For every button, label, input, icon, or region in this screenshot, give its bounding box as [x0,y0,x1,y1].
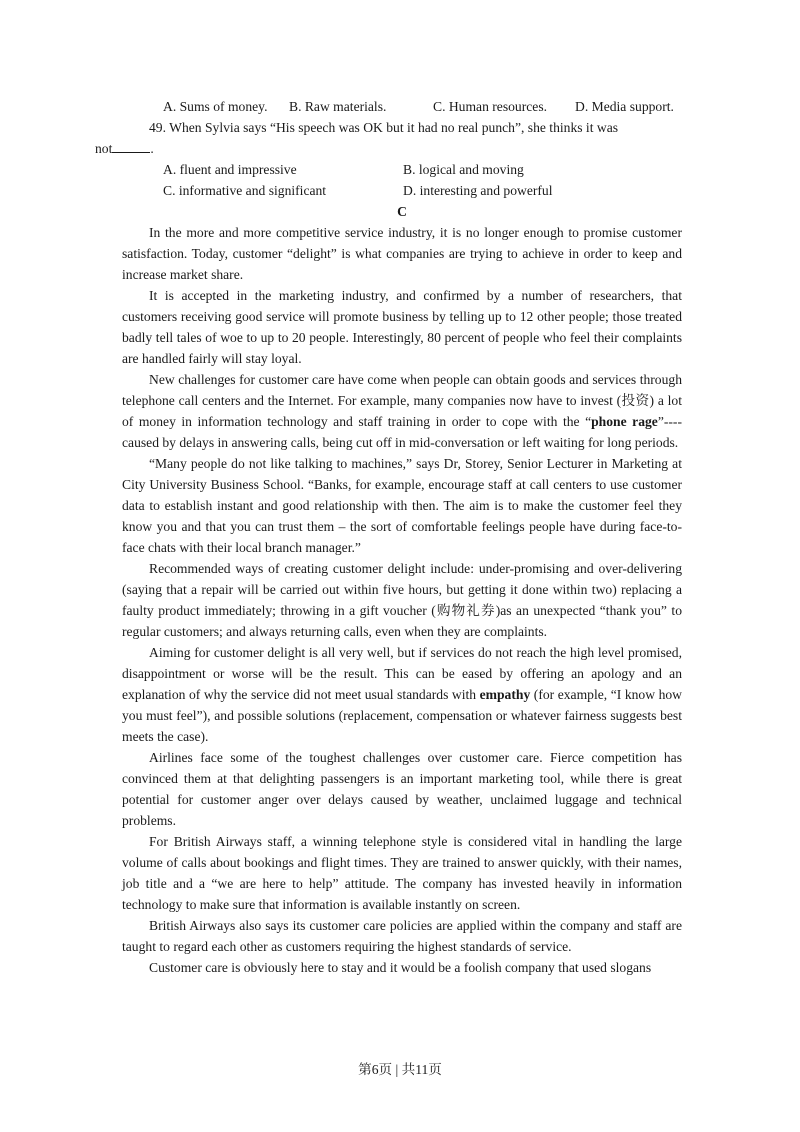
question-49-options-row2 [122,180,682,201]
q49-option-b: B. logical and moving [403,162,524,177]
paragraph-6 [122,642,682,747]
section-heading: C [397,204,407,219]
document-body [95,96,682,978]
q49-stem-end: . [150,141,154,156]
q48-option-d: D. Media support. [575,99,674,114]
paragraph-8: For British Airways staff, a winning telephone style is considered vital in handling the large volume of calls about bookings and flight times. They are trained to answer quickly, with their names, job title and a “we are here to help” attitude. The company has invested heavily in information technology to make sure that information is available instantly on screen. [122,834,682,912]
question-48-options [122,96,682,117]
paragraph-3-text-a: New challenges for customer care have come when people can obtain goods and services through telephone call centers and the Internet. For example, many companies now have to invest (投资) a lot of money in information technology and staff training in order to cope with the “ [122,372,682,429]
paragraph-3 [122,369,682,453]
paragraph-2: It is accepted in the marketing industry, and confirmed by a number of researchers, that customers receiving good service will promote business by telling up to 12 other people; those treated badly tell tales of woe to up to 20 people. Interestingly, 80 percent of people who feel their complaints are handled fairly will stay loyal. [122,288,682,366]
q48-option-a: A. Sums of money. [163,99,268,114]
q49-option-a: A. fluent and impressive [163,162,297,177]
paragraph-6-text-b: (for example, “I know how you must feel”), and possible solutions (replacement, compensation or whatever fairness suggests best meets the case). [122,687,682,744]
q48-option-b: B. Raw materials. [289,99,387,114]
q49-option-c: C. informative and significant [163,183,327,198]
page-footer: 第6页 | 共11页 [358,1062,442,1077]
paragraph-4: “Many people do not like talking to machines,” says Dr, Storey, Senior Lecturer in Marketing at City University Business School. “Banks, for example, encourage staff at call centers to use customer data to establish instant and good relationship with then. The aim is to make the customer feel they know you and that you can trust them – the sort of comfortable feelings people have during face-to-face chats with their local branch manager.” [122,456,682,555]
question-49-stem [95,117,682,159]
paragraph-5: Recommended ways of creating customer delight include: under-promising and over-delivering (saying that a repair will be carried out within five hours, but getting it done within two) replacing a faulty product immediately; throwing in a gift voucher (购物礼券)as an unexpected “thank you” to regular customers; and always returning calls, even when they are complaints. [122,561,682,639]
empathy-term: empathy [479,687,531,702]
paragraph-9: British Airways also says its customer care policies are applied within the company and staff are taught to regard each other as customers requiring the highest standards of service. [122,918,682,954]
paragraph-3-text-b: ”---- caused by delays in answering calls, being cut off in mid-conversation or left waiting for long periods. [122,414,682,450]
phone-rage-term: phone rage [591,414,658,429]
q49-option-d: D. interesting and powerful [403,183,553,198]
paragraph-1: In the more and more competitive service industry, it is no longer enough to promise customer satisfaction. Today, customer “delight” is what companies are trying to achieve in order to keep and increase market share. [122,225,682,282]
paragraph-10: Customer care is obviously here to stay and it would be a foolish company that used slogans [149,960,652,975]
paragraph-6-text-a: Aiming for customer delight is all very well, but if services do not reach the high level promised, disappointment or worse will be the result. This can be eased by offering an apology and an explanation of why the service did not meet usual standards with [122,645,682,702]
question-49-options-row1 [122,159,682,180]
q49-answer-blank [112,140,150,153]
q49-stem-line1: 49. When Sylvia says “His speech was OK but it had no real punch”, she thinks it was [149,120,619,135]
paragraph-7: Airlines face some of the toughest challenges over customer care. Fierce competition has convinced them at that delighting passengers is an important marketing tool, while there is great potential for customer anger over delays caused by weather, unclaimed luggage and technical problems. [122,750,682,828]
q49-stem-line2: not [95,141,113,156]
q48-option-c: C. Human resources. [433,99,548,114]
